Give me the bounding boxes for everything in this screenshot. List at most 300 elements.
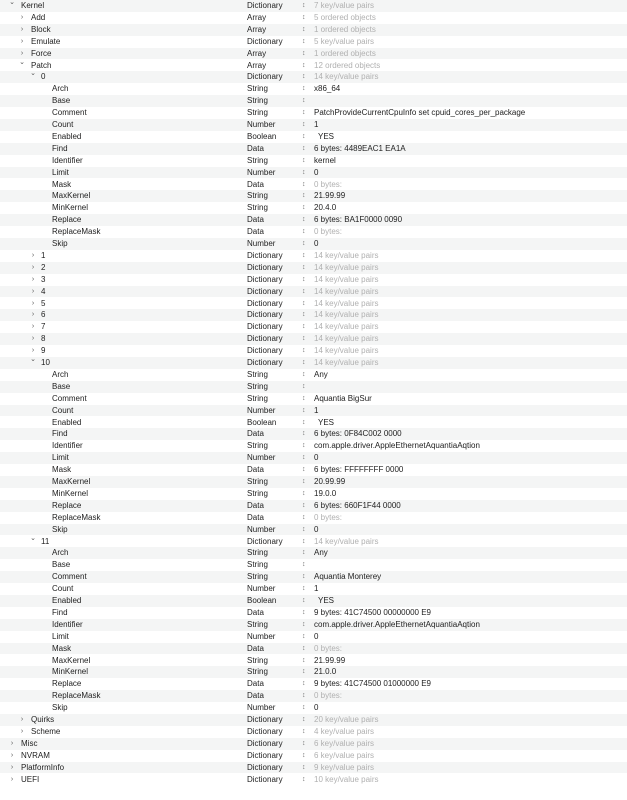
row-value[interactable]: 20.99.99 bbox=[314, 477, 346, 486]
type-stepper-icon[interactable]: ↕ bbox=[302, 73, 306, 81]
row-key: Count bbox=[52, 584, 74, 594]
row-value[interactable]: 21.99.99 bbox=[314, 655, 346, 665]
row-key: Mask bbox=[52, 179, 72, 189]
row-type[interactable]: Dictionary bbox=[247, 774, 283, 784]
row-type[interactable]: Boolean bbox=[247, 417, 277, 427]
type-stepper-icon[interactable]: ↕ bbox=[302, 501, 306, 509]
plist-row[interactable] bbox=[0, 714, 627, 726]
chevron-right-icon[interactable]: › bbox=[31, 347, 35, 355]
chevron-right-icon[interactable]: › bbox=[31, 335, 35, 343]
plist-row[interactable] bbox=[0, 643, 627, 655]
chevron-right-icon[interactable]: › bbox=[20, 716, 24, 723]
plist-row[interactable] bbox=[0, 547, 627, 559]
row-value[interactable]: 0 bbox=[314, 524, 319, 534]
row-type[interactable]: Boolean bbox=[247, 131, 277, 141]
row-value[interactable]: 14 key/value pairs bbox=[314, 262, 379, 272]
row-value[interactable]: PatchProvideCurrentCpuInfo set cpuid_cores_per_package bbox=[314, 108, 526, 118]
plist-row[interactable] bbox=[0, 393, 627, 405]
row-type[interactable]: Number bbox=[247, 120, 276, 129]
row-type[interactable]: Array bbox=[247, 12, 267, 22]
row-type[interactable]: Number bbox=[247, 631, 276, 641]
row-value[interactable]: 14 key/value pairs bbox=[314, 250, 379, 260]
plist-row[interactable] bbox=[0, 36, 627, 48]
row-type[interactable]: String bbox=[247, 191, 268, 201]
chevron-right-icon[interactable]: › bbox=[20, 25, 24, 33]
type-stepper-icon[interactable]: ↕ bbox=[302, 418, 306, 426]
row-value[interactable]: 14 key/value pairs bbox=[314, 322, 379, 332]
row-type[interactable]: String bbox=[247, 393, 268, 403]
type-stepper-icon[interactable]: ↕ bbox=[302, 727, 306, 735]
row-key: ReplaceMask bbox=[52, 691, 101, 701]
plist-row[interactable] bbox=[0, 428, 627, 440]
row-type[interactable]: Number bbox=[247, 405, 276, 415]
row-key: 4 bbox=[41, 286, 46, 296]
row-value[interactable]: 6 bytes: BA1F0000 0090 bbox=[314, 215, 403, 225]
plist-row[interactable] bbox=[0, 238, 627, 250]
row-type[interactable]: Data bbox=[247, 465, 264, 475]
row-type[interactable]: Boolean bbox=[247, 596, 277, 605]
row-value[interactable]: 6 bytes: FFFFFFFF 0000 bbox=[314, 465, 404, 475]
type-stepper-icon[interactable]: ↕ bbox=[302, 25, 306, 33]
row-value[interactable]: 12 ordered objects bbox=[314, 60, 381, 70]
row-type[interactable]: Data bbox=[247, 429, 264, 439]
row-type[interactable]: Data bbox=[247, 679, 264, 689]
type-stepper-icon[interactable]: ↕ bbox=[302, 109, 306, 117]
plist-row[interactable] bbox=[0, 774, 627, 786]
row-type[interactable]: String bbox=[247, 203, 268, 213]
type-stepper-icon[interactable]: ↕ bbox=[302, 597, 306, 604]
row-value[interactable]: 14 key/value pairs bbox=[314, 346, 379, 356]
row-value[interactable]: 14 key/value pairs bbox=[314, 310, 379, 320]
chevron-right-icon[interactable]: › bbox=[20, 727, 24, 735]
type-stepper-icon[interactable]: ↕ bbox=[302, 13, 306, 21]
row-type[interactable]: String bbox=[247, 108, 268, 118]
type-stepper-icon[interactable]: ↕ bbox=[302, 406, 306, 414]
row-value[interactable]: 21.99.99 bbox=[314, 191, 346, 201]
row-value[interactable]: 20 key/value pairs bbox=[314, 715, 379, 724]
plist-row[interactable] bbox=[0, 500, 627, 512]
type-stepper-icon[interactable]: ↕ bbox=[302, 132, 306, 140]
row-type[interactable]: Data bbox=[247, 607, 264, 617]
row-value[interactable]: 1 bbox=[314, 120, 319, 129]
row-value[interactable]: 14 key/value pairs bbox=[314, 358, 379, 367]
row-value[interactable]: 6 key/value pairs bbox=[314, 750, 375, 760]
chevron-right-icon[interactable]: › bbox=[20, 49, 24, 57]
row-type[interactable]: String bbox=[247, 369, 268, 379]
plist-row[interactable] bbox=[0, 524, 627, 536]
row-type[interactable]: Dictionary bbox=[247, 715, 283, 724]
chevron-down-icon[interactable]: ⌄ bbox=[30, 357, 36, 363]
type-stepper-icon[interactable]: ↕ bbox=[302, 656, 306, 664]
plist-row[interactable] bbox=[0, 107, 627, 119]
row-key: Add bbox=[31, 12, 46, 22]
plist-row[interactable] bbox=[0, 762, 627, 774]
row-value[interactable]: 9 bytes: 41C74500 01000000 E9 bbox=[314, 679, 431, 689]
row-type[interactable]: String bbox=[247, 548, 268, 558]
row-value[interactable]: 0 bytes: bbox=[314, 643, 343, 653]
plist-row[interactable] bbox=[0, 381, 627, 393]
row-type[interactable]: Number bbox=[247, 584, 276, 594]
row-value[interactable]: 0 bbox=[314, 631, 319, 641]
plist-row[interactable] bbox=[0, 440, 627, 452]
row-type[interactable]: Dictionary bbox=[247, 286, 283, 296]
plist-row[interactable] bbox=[0, 250, 627, 262]
plist-row[interactable] bbox=[0, 750, 627, 762]
chevron-down-icon[interactable]: ⌄ bbox=[30, 71, 36, 78]
row-value[interactable]: 0 bbox=[314, 239, 319, 248]
plist-row[interactable] bbox=[0, 214, 627, 226]
plist-row[interactable] bbox=[0, 167, 627, 179]
row-key: Skip bbox=[52, 703, 68, 713]
type-stepper-icon[interactable]: ↕ bbox=[302, 323, 306, 331]
row-type[interactable]: String bbox=[247, 381, 268, 391]
row-key: 7 bbox=[41, 322, 46, 332]
type-stepper-icon[interactable]: ↕ bbox=[302, 335, 306, 343]
row-key: Scheme bbox=[31, 726, 61, 736]
type-stepper-icon[interactable]: ↕ bbox=[302, 275, 306, 283]
type-stepper-icon[interactable]: ↕ bbox=[302, 37, 306, 45]
row-type[interactable]: Dictionary bbox=[247, 750, 283, 760]
row-type[interactable]: Data bbox=[247, 691, 264, 701]
row-key: 9 bbox=[41, 346, 46, 356]
type-stepper-icon[interactable]: ↕ bbox=[302, 525, 306, 533]
row-value[interactable]: 6 bytes: 660F1F44 0000 bbox=[314, 500, 401, 510]
row-type[interactable]: String bbox=[247, 488, 268, 498]
row-type[interactable]: Dictionary bbox=[247, 310, 283, 320]
type-stepper-icon[interactable]: ↕ bbox=[302, 489, 306, 497]
plist-row[interactable] bbox=[0, 286, 627, 298]
chevron-right-icon[interactable]: › bbox=[31, 311, 35, 319]
plist-row[interactable] bbox=[0, 143, 627, 155]
row-type[interactable]: Dictionary bbox=[247, 322, 283, 332]
row-type[interactable]: String bbox=[247, 155, 268, 165]
row-value[interactable]: com.apple.driver.AppleEthernetAquantiaAqtion bbox=[314, 441, 480, 451]
boolean-value[interactable]: YES bbox=[318, 131, 335, 141]
type-stepper-icon[interactable]: ↕ bbox=[302, 668, 306, 676]
plist-row[interactable] bbox=[0, 512, 627, 524]
type-stepper-icon[interactable]: ↕ bbox=[302, 394, 306, 402]
plist-row[interactable] bbox=[0, 71, 627, 83]
type-stepper-icon[interactable]: ↕ bbox=[302, 359, 306, 366]
row-key: Replace bbox=[52, 500, 82, 510]
type-stepper-icon[interactable]: ↕ bbox=[302, 204, 306, 212]
row-value[interactable]: 1 ordered objects bbox=[314, 24, 376, 34]
row-key: Limit bbox=[52, 453, 69, 463]
type-stepper-icon[interactable]: ↕ bbox=[302, 466, 306, 474]
row-value[interactable]: 0 bbox=[314, 453, 319, 463]
type-stepper-icon[interactable]: ↕ bbox=[302, 180, 306, 188]
plist-row[interactable] bbox=[0, 452, 627, 464]
row-value[interactable]: 14 key/value pairs bbox=[314, 536, 379, 546]
type-stepper-icon[interactable]: ↕ bbox=[302, 573, 306, 581]
row-key: Base bbox=[52, 96, 71, 106]
type-stepper-icon[interactable]: ↕ bbox=[302, 537, 306, 545]
plist-row[interactable] bbox=[0, 464, 627, 476]
chevron-down-icon[interactable]: ⌄ bbox=[19, 59, 25, 66]
boolean-value[interactable]: YES bbox=[318, 417, 335, 427]
plist-row[interactable] bbox=[0, 488, 627, 500]
row-value[interactable]: 7 key/value pairs bbox=[314, 1, 375, 10]
row-type[interactable]: Array bbox=[247, 48, 267, 58]
row-value[interactable]: 0 bbox=[314, 703, 319, 713]
type-stepper-icon[interactable]: ↕ bbox=[302, 168, 306, 176]
plist-row[interactable] bbox=[0, 48, 627, 60]
type-stepper-icon[interactable]: ↕ bbox=[302, 454, 306, 462]
row-type[interactable]: Dictionary bbox=[247, 738, 283, 748]
plist-row[interactable] bbox=[0, 0, 627, 12]
type-stepper-icon[interactable]: ↕ bbox=[302, 121, 306, 128]
type-stepper-icon[interactable]: ↕ bbox=[302, 85, 306, 93]
row-value[interactable]: x86_64 bbox=[314, 84, 341, 94]
row-type[interactable]: Array bbox=[247, 24, 267, 34]
row-key: Quirks bbox=[31, 715, 55, 724]
row-value[interactable]: 5 ordered objects bbox=[314, 12, 376, 22]
type-stepper-icon[interactable]: ↕ bbox=[302, 585, 306, 593]
row-value[interactable]: 14 key/value pairs bbox=[314, 298, 379, 308]
row-type[interactable]: Data bbox=[247, 215, 264, 225]
plist-row[interactable] bbox=[0, 559, 627, 571]
row-type[interactable]: Number bbox=[247, 453, 276, 463]
type-stepper-icon[interactable]: ↕ bbox=[302, 632, 306, 640]
plist-row[interactable] bbox=[0, 333, 627, 345]
type-stepper-icon[interactable]: ↕ bbox=[302, 442, 306, 450]
chevron-right-icon[interactable]: › bbox=[10, 763, 14, 771]
type-stepper-icon[interactable]: ↕ bbox=[302, 49, 306, 57]
type-stepper-icon[interactable]: ↕ bbox=[302, 263, 306, 271]
row-value[interactable]: 0 bytes: bbox=[314, 691, 343, 701]
row-type[interactable]: Data bbox=[247, 500, 264, 510]
row-type[interactable]: Dictionary bbox=[247, 1, 283, 10]
row-value[interactable]: 14 key/value pairs bbox=[314, 286, 379, 296]
row-type[interactable]: Dictionary bbox=[247, 346, 283, 356]
plist-row[interactable] bbox=[0, 655, 627, 667]
plist-row[interactable] bbox=[0, 666, 627, 678]
row-type[interactable]: Data bbox=[247, 143, 264, 153]
type-stepper-icon[interactable]: ↕ bbox=[302, 716, 306, 723]
type-stepper-icon[interactable]: ↕ bbox=[302, 775, 306, 783]
row-value[interactable]: Aquantia BigSur bbox=[314, 393, 372, 403]
type-stepper-icon[interactable]: ↕ bbox=[302, 382, 306, 390]
row-type[interactable]: String bbox=[247, 572, 268, 582]
row-type[interactable]: Array bbox=[247, 60, 267, 70]
row-value[interactable]: 0 bytes: bbox=[314, 227, 343, 237]
row-value[interactable]: Aquantia Monterey bbox=[314, 572, 382, 582]
chevron-down-icon[interactable]: ⌄ bbox=[9, 0, 15, 6]
type-stepper-icon[interactable]: ↕ bbox=[302, 156, 306, 164]
row-type[interactable]: String bbox=[247, 84, 268, 94]
type-stepper-icon[interactable]: ↕ bbox=[302, 97, 306, 105]
type-stepper-icon[interactable]: ↕ bbox=[302, 61, 306, 69]
row-value[interactable]: kernel bbox=[314, 155, 336, 165]
row-type[interactable]: Data bbox=[247, 643, 264, 653]
row-value[interactable]: 4 key/value pairs bbox=[314, 726, 375, 736]
plist-row[interactable] bbox=[0, 417, 627, 429]
type-stepper-icon[interactable]: ↕ bbox=[302, 680, 306, 688]
row-type[interactable]: Number bbox=[247, 703, 276, 713]
row-type[interactable]: Data bbox=[247, 179, 264, 189]
row-type[interactable]: Dictionary bbox=[247, 36, 283, 46]
type-stepper-icon[interactable]: ↕ bbox=[302, 299, 306, 307]
plist-row[interactable] bbox=[0, 95, 627, 107]
plist-row[interactable] bbox=[0, 190, 627, 202]
row-type[interactable]: Number bbox=[247, 524, 276, 534]
plist-row[interactable] bbox=[0, 345, 627, 357]
row-value[interactable]: 14 key/value pairs bbox=[314, 72, 379, 82]
row-type[interactable]: Dictionary bbox=[247, 358, 283, 367]
chevron-right-icon[interactable]: › bbox=[31, 251, 35, 259]
chevron-right-icon[interactable]: › bbox=[31, 275, 35, 283]
row-type[interactable]: String bbox=[247, 667, 268, 677]
boolean-value[interactable]: YES bbox=[318, 596, 335, 605]
plist-row[interactable] bbox=[0, 298, 627, 310]
row-value[interactable]: 6 bytes: 4489EAC1 EA1A bbox=[314, 143, 406, 153]
type-stepper-icon[interactable]: ↕ bbox=[302, 430, 306, 438]
chevron-right-icon[interactable]: › bbox=[10, 751, 14, 759]
chevron-down-icon[interactable]: ⌄ bbox=[30, 535, 36, 542]
row-value[interactable]: 5 key/value pairs bbox=[314, 36, 375, 46]
row-type[interactable]: Dictionary bbox=[247, 536, 283, 546]
plist-row[interactable] bbox=[0, 536, 627, 548]
plist-row[interactable] bbox=[0, 738, 627, 750]
type-stepper-icon[interactable]: ↕ bbox=[302, 478, 306, 485]
type-stepper-icon[interactable]: ↕ bbox=[302, 692, 306, 700]
type-stepper-icon[interactable]: ↕ bbox=[302, 644, 306, 652]
row-value[interactable]: 14 key/value pairs bbox=[314, 274, 379, 284]
type-stepper-icon[interactable]: ↕ bbox=[302, 144, 306, 152]
row-value[interactable]: 10 key/value pairs bbox=[314, 774, 379, 784]
plist-row[interactable] bbox=[0, 202, 627, 214]
row-value[interactable]: Any bbox=[314, 369, 328, 379]
chevron-right-icon[interactable]: › bbox=[31, 263, 35, 271]
type-stepper-icon[interactable]: ↕ bbox=[302, 240, 306, 247]
plist-row[interactable] bbox=[0, 369, 627, 381]
plist-row[interactable] bbox=[0, 690, 627, 702]
plist-row[interactable] bbox=[0, 702, 627, 714]
plist-row[interactable] bbox=[0, 357, 627, 369]
row-type[interactable]: Data bbox=[247, 512, 264, 522]
plist-row[interactable] bbox=[0, 119, 627, 131]
row-type[interactable]: String bbox=[247, 96, 268, 106]
row-value[interactable]: com.apple.driver.AppleEthernetAquantiaAqtion bbox=[314, 619, 480, 629]
row-type[interactable]: Number bbox=[247, 239, 276, 248]
plist-row[interactable] bbox=[0, 619, 627, 631]
type-stepper-icon[interactable]: ↕ bbox=[302, 608, 306, 616]
plist-row[interactable] bbox=[0, 595, 627, 607]
row-value[interactable]: 1 ordered objects bbox=[314, 48, 376, 58]
row-type[interactable]: Dictionary bbox=[247, 334, 283, 344]
row-type[interactable]: Dictionary bbox=[247, 72, 283, 82]
row-type[interactable]: Number bbox=[247, 167, 276, 177]
row-value[interactable]: 1 bbox=[314, 405, 319, 415]
row-value[interactable]: 20.4.0 bbox=[314, 203, 337, 213]
type-stepper-icon[interactable]: ↕ bbox=[302, 192, 306, 200]
row-value[interactable]: 9 key/value pairs bbox=[314, 762, 375, 772]
plist-row[interactable] bbox=[0, 131, 627, 143]
chevron-right-icon[interactable]: › bbox=[31, 299, 35, 307]
row-value[interactable]: 1 bbox=[314, 584, 319, 594]
plist-row[interactable] bbox=[0, 262, 627, 274]
type-stepper-icon[interactable]: ↕ bbox=[302, 228, 306, 236]
type-stepper-icon[interactable]: ↕ bbox=[302, 751, 306, 759]
type-stepper-icon[interactable]: ↕ bbox=[302, 2, 306, 9]
plist-row[interactable] bbox=[0, 309, 627, 321]
plist-row[interactable] bbox=[0, 607, 627, 619]
chevron-right-icon[interactable]: › bbox=[20, 37, 24, 45]
row-type[interactable]: String bbox=[247, 560, 268, 570]
chevron-right-icon[interactable]: › bbox=[10, 775, 14, 783]
chevron-right-icon[interactable]: › bbox=[31, 287, 35, 295]
plist-row[interactable] bbox=[0, 583, 627, 595]
row-key: Kernel bbox=[21, 1, 45, 10]
type-stepper-icon[interactable]: ↕ bbox=[302, 251, 306, 259]
row-value[interactable]: 19.0.0 bbox=[314, 488, 337, 498]
row-type[interactable]: Dictionary bbox=[247, 274, 283, 284]
row-value[interactable]: 6 bytes: 0F84C002 0000 bbox=[314, 429, 402, 439]
row-type[interactable]: String bbox=[247, 619, 268, 629]
row-type[interactable]: String bbox=[247, 441, 268, 451]
plist-row[interactable] bbox=[0, 24, 627, 36]
row-value[interactable]: Any bbox=[314, 548, 328, 558]
plist-row[interactable] bbox=[0, 226, 627, 238]
row-value[interactable]: 0 bytes: bbox=[314, 512, 343, 522]
row-value[interactable]: 0 bytes: bbox=[314, 179, 343, 189]
row-type[interactable]: Dictionary bbox=[247, 250, 283, 260]
type-stepper-icon[interactable]: ↕ bbox=[302, 763, 306, 771]
row-value[interactable]: 0 bbox=[314, 167, 319, 177]
type-stepper-icon[interactable]: ↕ bbox=[302, 513, 306, 521]
plist-row[interactable] bbox=[0, 726, 627, 738]
plist-row[interactable] bbox=[0, 631, 627, 643]
type-stepper-icon[interactable]: ↕ bbox=[302, 549, 306, 557]
type-stepper-icon[interactable]: ↕ bbox=[302, 287, 306, 295]
row-type[interactable]: Dictionary bbox=[247, 298, 283, 308]
plist-row[interactable] bbox=[0, 12, 627, 24]
type-stepper-icon[interactable]: ↕ bbox=[302, 739, 306, 747]
type-stepper-icon[interactable]: ↕ bbox=[302, 347, 306, 355]
row-value[interactable]: 21.0.0 bbox=[314, 667, 337, 677]
plist-row[interactable] bbox=[0, 83, 627, 95]
plist-row[interactable] bbox=[0, 678, 627, 690]
plist-row[interactable] bbox=[0, 274, 627, 286]
row-type[interactable]: String bbox=[247, 477, 268, 486]
chevron-right-icon[interactable]: › bbox=[20, 13, 24, 21]
type-stepper-icon[interactable]: ↕ bbox=[302, 704, 306, 712]
row-type[interactable]: Dictionary bbox=[247, 262, 283, 272]
row-value[interactable]: 9 bytes: 41C74500 00000000 E9 bbox=[314, 607, 431, 617]
chevron-right-icon[interactable]: › bbox=[31, 323, 35, 331]
type-stepper-icon[interactable]: ↕ bbox=[302, 561, 306, 569]
type-stepper-icon[interactable]: ↕ bbox=[302, 620, 306, 628]
type-stepper-icon[interactable]: ↕ bbox=[302, 311, 306, 319]
plist-row[interactable] bbox=[0, 179, 627, 191]
plist-row[interactable] bbox=[0, 321, 627, 333]
type-stepper-icon[interactable]: ↕ bbox=[302, 370, 306, 378]
plist-row[interactable] bbox=[0, 60, 627, 72]
row-type[interactable]: String bbox=[247, 655, 268, 665]
row-value[interactable]: 6 key/value pairs bbox=[314, 738, 375, 748]
chevron-right-icon[interactable]: › bbox=[10, 739, 14, 747]
plist-row[interactable] bbox=[0, 155, 627, 167]
plist-row[interactable] bbox=[0, 476, 627, 488]
row-type[interactable]: Dictionary bbox=[247, 726, 283, 736]
type-stepper-icon[interactable]: ↕ bbox=[302, 216, 306, 224]
row-type[interactable]: Dictionary bbox=[247, 762, 283, 772]
row-value[interactable]: 14 key/value pairs bbox=[314, 334, 379, 344]
plist-row[interactable] bbox=[0, 571, 627, 583]
plist-row[interactable] bbox=[0, 405, 627, 417]
row-key: Identifier bbox=[52, 619, 83, 629]
row-type[interactable]: Data bbox=[247, 227, 264, 237]
